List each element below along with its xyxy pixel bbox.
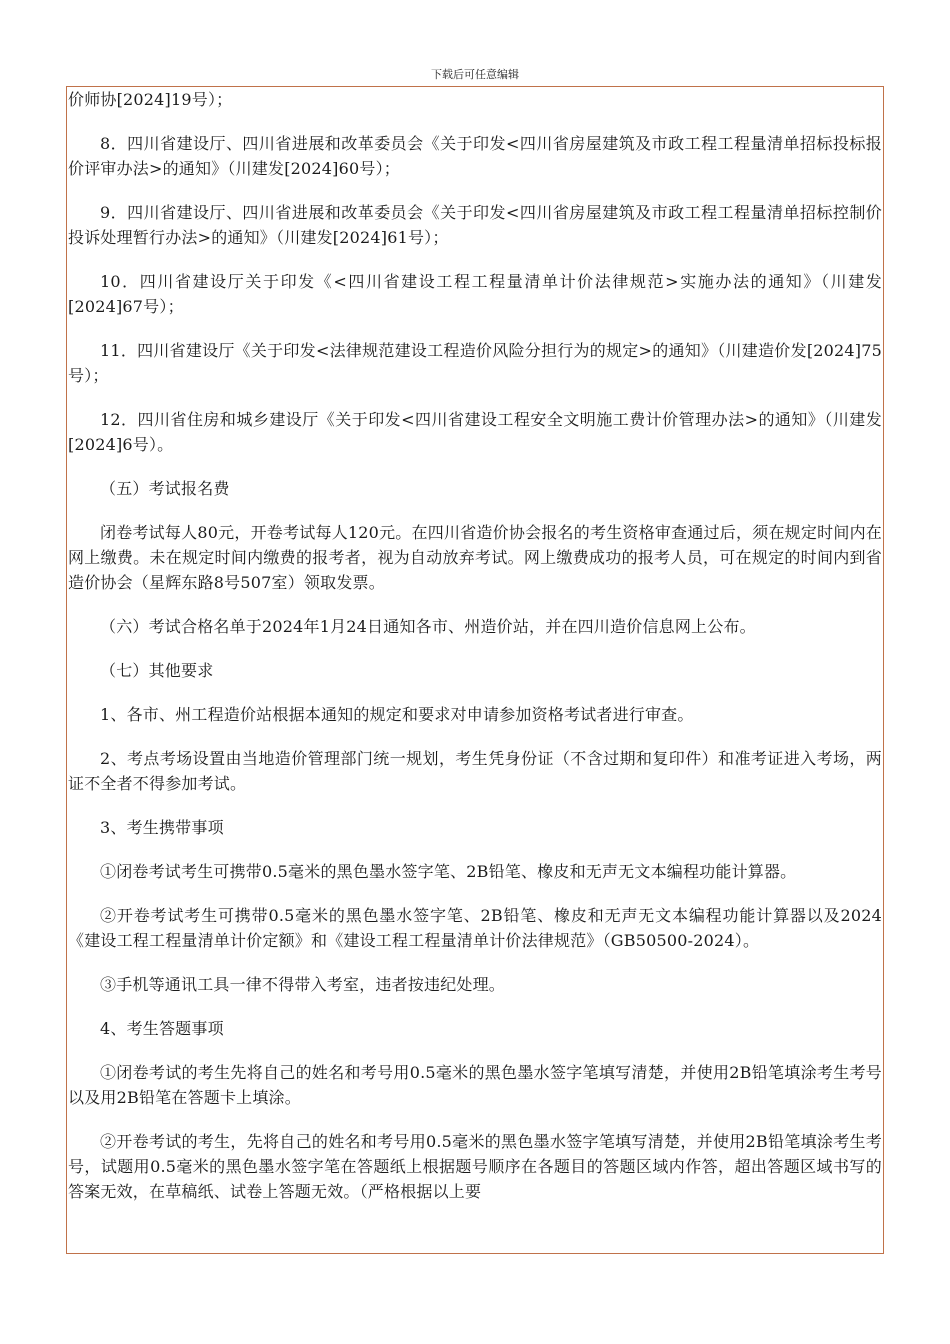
paragraph-other-1: 1、各市、州工程造价站根据本通知的规定和要求对申请参加资格考试者进行审查。	[100, 705, 694, 724]
paragraph-item-10: 10．四川省建设厅关于印发《<四川省建设工程工程量清单计价法律规范>实施办法的通知》（川建发[2024]67号）；	[68, 272, 882, 316]
section-heading-other: （七）其他要求	[100, 661, 214, 680]
paragraph-carry-3: ③手机等通讯工具一律不得带入考室，违者按违纪处理。	[100, 975, 506, 994]
section-heading-results: （六）考试合格名单于2024年1月24日通知各市、州造价站，并在四川造价信息网上公布。	[100, 617, 756, 636]
page-header-note: 下载后可任意编辑	[431, 68, 519, 81]
paragraph-carry-1: ①闭卷考试考生可携带0.5毫米的黑色墨水签字笔、2B铅笔、橡皮和无声无文本编程功能计算器。	[100, 862, 797, 881]
paragraph-item-8: 8．四川省建设厅、四川省进展和改革委员会《关于印发<四川省房屋建筑及市政工程工程量清单招标投标报价评审办法>的通知》（川建发[2024]60号）；	[68, 134, 882, 178]
document-frame	[66, 86, 884, 1254]
document-body	[68, 87, 882, 1204]
paragraph-continuation: 价师协[2024]19号）；	[68, 90, 233, 109]
paragraph-answer-2: ②开卷考试的考生，先将自己的姓名和考号用0.5毫米的黑色墨水签字笔填写清楚，并使用2B铅笔填涂考生考号，试题用0.5毫米的黑色墨水签字笔在答题纸上根据题号顺序在各题目的答题区域内作答，超出答题区域书写的答案无效，在草稿纸、试卷上答题无效。（严格根据以上要	[68, 1132, 882, 1201]
paragraph-answer-1: ①闭卷考试的考生先将自己的姓名和考号用0.5毫米的黑色墨水签字笔填写清楚，并使用2B铅笔填涂考生考号以及用2B铅笔在答题卡上填涂。	[68, 1063, 882, 1107]
paragraph-item-12: 12．四川省住房和城乡建设厅《关于印发<四川省建设工程安全文明施工费计价管理办法>的通知》（川建发[2024]6号）。	[68, 410, 882, 454]
paragraph-carry-2: ②开卷考试考生可携带0.5毫米的黑色墨水签字笔、2B铅笔、橡皮和无声无文本编程功能计算器以及2024《建设工程工程量清单计价定额》和《建设工程工程量清单计价法律规范》（GB50500-2024）。	[68, 906, 882, 950]
subheading-carry-items: 3、考生携带事项	[100, 818, 224, 837]
subheading-answer-items: 4、考生答题事项	[100, 1019, 224, 1038]
section-heading-fee: （五）考试报名费	[100, 479, 230, 498]
paragraph-item-11: 11．四川省建设厅《关于印发<法律规范建设工程造价风险分担行为的规定>的通知》（川建造价发[2024]75号）；	[68, 341, 882, 385]
paragraph-other-2: 2、考点考场设置由当地造价管理部门统一规划，考生凭身份证（不含过期和复印件）和准考证进入考场，两证不全者不得参加考试。	[68, 749, 882, 793]
paragraph-fee: 闭卷考试每人80元，开卷考试每人120元。在四川省造价协会报名的考生资格审查通过后，须在规定时间内在网上缴费。未在规定时间内缴费的报考者，视为自动放弃考试。网上缴费成功的报考人员，可在规定的时间内到省造价协会（星辉东路8号507室）领取发票。	[68, 523, 882, 592]
paragraph-item-9: 9．四川省建设厅、四川省进展和改革委员会《关于印发<四川省房屋建筑及市政工程工程量清单招标控制价投诉处理暂行办法>的通知》（川建发[2024]61号）；	[68, 203, 882, 247]
